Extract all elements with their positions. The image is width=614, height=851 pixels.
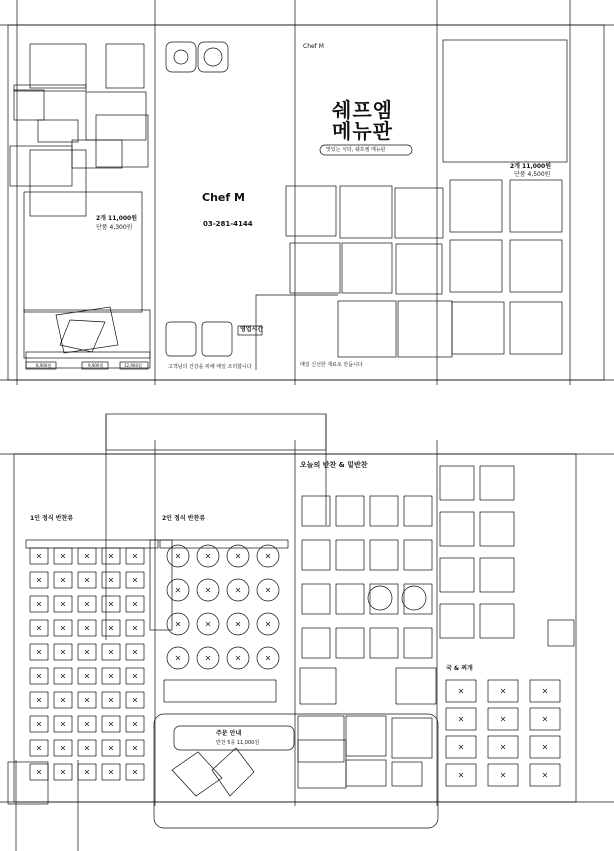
menu-photo-slot: [480, 466, 514, 500]
placeholder-x-mark: [85, 578, 89, 582]
placeholder-x-mark: [236, 588, 240, 592]
cover-title-line1: 쉐프엠: [332, 98, 393, 122]
placeholder-x-mark: [133, 746, 137, 750]
placeholder-x-mark: [85, 626, 89, 630]
hours-title: 영업시간: [240, 326, 264, 333]
placeholder-x-mark: [37, 578, 41, 582]
placeholder-x-mark: [133, 698, 137, 702]
menu-photo-slot: [302, 540, 330, 570]
placeholder-x-mark: [266, 622, 270, 626]
placeholder-x-mark: [61, 770, 65, 774]
placeholder-x-mark: [61, 578, 65, 582]
placeholder-x-mark: [85, 554, 89, 558]
bottom-caption: 고객님의 건강을 위해 매일 조리합니다: [168, 364, 252, 370]
price-row-2: 9,900원: [88, 363, 104, 368]
placeholder-x-mark: [543, 773, 547, 777]
menu-photo-slot: [336, 584, 364, 614]
right-price-large: 2개 11,000원: [510, 163, 552, 170]
placeholder-x-mark: [85, 770, 89, 774]
menu-photo-slot: [336, 540, 364, 570]
placeholder-x-mark: [37, 722, 41, 726]
placeholder-x-mark: [501, 717, 505, 721]
placeholder-x-mark: [37, 602, 41, 606]
placeholder-x-mark: [85, 698, 89, 702]
section-title-today: 오늘의 반찬 & 밑반찬: [300, 461, 368, 469]
placeholder-x-mark: [37, 650, 41, 654]
placeholder-x-mark: [459, 689, 463, 693]
placeholder-x-mark: [109, 674, 113, 678]
placeholder-x-mark: [206, 656, 210, 660]
placeholder-x-mark: [266, 656, 270, 660]
brand-logo-mini: Chef M: [303, 43, 324, 50]
placeholder-x-mark: [206, 554, 210, 558]
right-price-small: 단품 4,500원: [514, 171, 551, 178]
placeholder-x-mark: [109, 554, 113, 558]
left-price-small: 단품 4,300원: [96, 224, 133, 231]
cover-caption: 매일 신선한 재료로 만듭니다: [300, 362, 363, 368]
placeholder-x-mark: [85, 602, 89, 606]
placeholder-x-mark: [133, 650, 137, 654]
menu-photo-slot: [480, 558, 514, 592]
placeholder-x-mark: [501, 745, 505, 749]
placeholder-x-mark: [176, 588, 180, 592]
placeholder-x-mark: [133, 674, 137, 678]
menu-photo-slot: [370, 540, 398, 570]
menu-photo-slot: [370, 496, 398, 526]
placeholder-x-mark: [109, 602, 113, 606]
price-row-3: 12,900원: [124, 363, 142, 368]
placeholder-x-mark: [85, 746, 89, 750]
placeholder-x-mark: [236, 554, 240, 558]
placeholder-x-mark: [109, 698, 113, 702]
placeholder-x-mark: [85, 650, 89, 654]
placeholder-x-mark: [133, 554, 137, 558]
menu-photo-slot: [440, 558, 474, 592]
section-title-soup: 국 & 찌개: [446, 665, 473, 672]
placeholder-x-mark: [206, 588, 210, 592]
placeholder-x-mark: [61, 626, 65, 630]
placeholder-x-mark: [61, 602, 65, 606]
placeholder-x-mark: [543, 689, 547, 693]
placeholder-x-mark: [176, 656, 180, 660]
placeholder-x-mark: [37, 698, 41, 702]
placeholder-x-mark: [61, 722, 65, 726]
brand-logo-text: Chef M: [202, 191, 245, 204]
placeholder-x-mark: [109, 578, 113, 582]
placeholder-x-mark: [109, 650, 113, 654]
placeholder-x-mark: [61, 746, 65, 750]
menu-photo-slot: [302, 628, 330, 658]
placeholder-x-mark: [133, 602, 137, 606]
price-row-1: 8,900원: [36, 363, 52, 368]
placeholder-x-mark: [85, 674, 89, 678]
placeholder-x-mark: [37, 674, 41, 678]
placeholder-x-mark: [61, 554, 65, 558]
menu-photo-circle: [368, 586, 392, 610]
placeholder-x-mark: [176, 554, 180, 558]
placeholder-x-mark: [37, 746, 41, 750]
placeholder-x-mark: [109, 626, 113, 630]
placeholder-x-mark: [206, 622, 210, 626]
cover-title-line2: 메뉴판: [332, 119, 393, 143]
menu-photo-slot: [404, 628, 432, 658]
placeholder-x-mark: [459, 745, 463, 749]
placeholder-x-mark: [109, 722, 113, 726]
placeholder-x-mark: [133, 770, 137, 774]
placeholder-x-mark: [501, 689, 505, 693]
placeholder-x-mark: [459, 717, 463, 721]
placeholder-x-mark: [543, 745, 547, 749]
menu-photo-slot: [336, 628, 364, 658]
placeholder-x-mark: [266, 554, 270, 558]
menu-photo-slot: [480, 604, 514, 638]
top-sheet-border: [8, 25, 604, 380]
cover-slogan: 맛있는 식탁, 쉐프엠 메뉴판: [326, 147, 386, 153]
placeholder-x-mark: [266, 588, 270, 592]
placeholder-x-mark: [176, 622, 180, 626]
placeholder-x-mark: [459, 773, 463, 777]
order-sub: 반찬 5종 11,000원: [216, 740, 260, 746]
placeholder-x-mark: [133, 578, 137, 582]
placeholder-x-mark: [109, 770, 113, 774]
placeholder-x-mark: [501, 773, 505, 777]
placeholder-x-mark: [85, 722, 89, 726]
left-price-large: 2개 11,000원: [96, 215, 138, 222]
placeholder-x-mark: [37, 770, 41, 774]
menu-photo-slot: [480, 512, 514, 546]
placeholder-x-mark: [61, 650, 65, 654]
menu-photo-slot: [440, 512, 474, 546]
menu-photo-circle: [402, 586, 426, 610]
placeholder-x-mark: [543, 717, 547, 721]
placeholder-x-mark: [61, 674, 65, 678]
placeholder-x-mark: [37, 626, 41, 630]
section-title-2in: 2인 정식 반찬류: [162, 515, 206, 522]
menu-photo-slot: [440, 604, 474, 638]
placeholder-x-mark: [109, 746, 113, 750]
brand-phone: 03-281-4144: [203, 220, 253, 228]
menu-photo-slot: [440, 466, 474, 500]
section-title-1in: 1인 정식 반찬류: [30, 515, 74, 522]
placeholder-x-mark: [61, 698, 65, 702]
menu-photo-slot: [404, 496, 432, 526]
placeholder-x-mark: [133, 722, 137, 726]
menu-photo-slot: [302, 584, 330, 614]
placeholder-x-mark: [37, 554, 41, 558]
placeholder-x-mark: [236, 622, 240, 626]
placeholder-x-mark: [236, 656, 240, 660]
order-title: 주문 안내: [216, 730, 242, 737]
placeholder-x-mark: [133, 626, 137, 630]
menu-photo-slot: [370, 628, 398, 658]
menu-photo-slot: [404, 540, 432, 570]
menu-photo-slot: [336, 496, 364, 526]
